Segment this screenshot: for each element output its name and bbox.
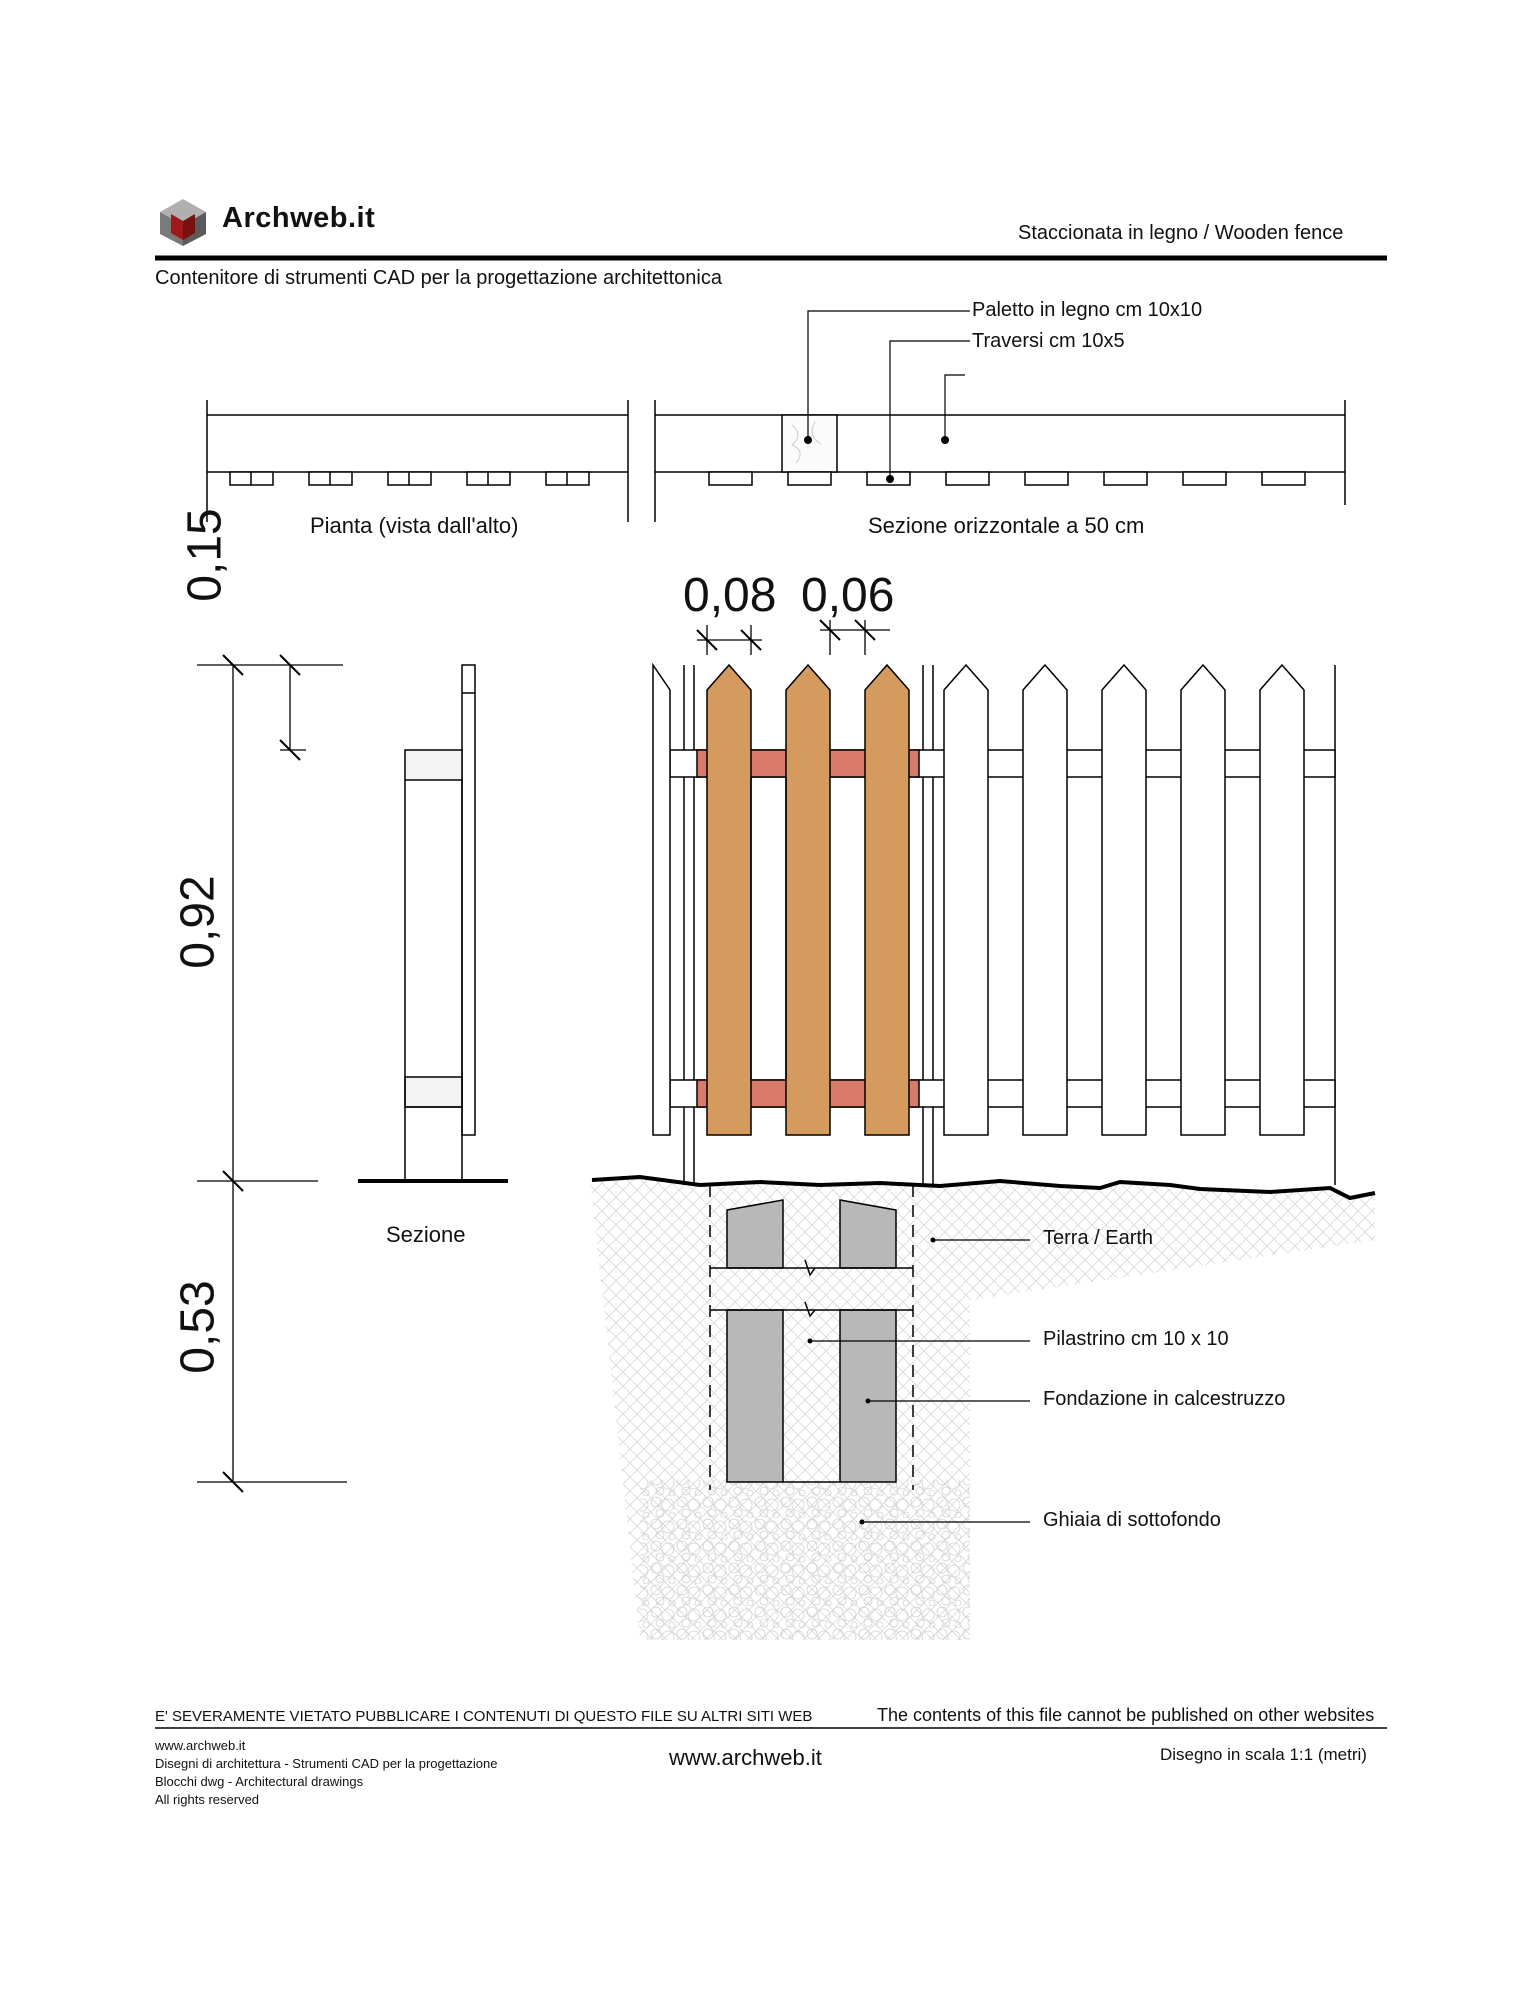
- drawing-title: Staccionata in legno / Wooden fence: [1018, 222, 1344, 244]
- footer-scale: Disegno in scala 1:1 (metri): [1160, 1745, 1367, 1764]
- dim-fence-height: 0,92: [171, 875, 225, 969]
- plan-view: [207, 400, 628, 522]
- plan-label: Pianta (vista dall'alto): [310, 513, 519, 538]
- brand-name: Archweb.it: [222, 202, 376, 234]
- callout-gravel: Ghiaia di sottofondo: [1043, 1509, 1221, 1531]
- picket-dimensions: [697, 620, 890, 655]
- footer-warning-en: The contents of this file cannot be published on other websites: [877, 1705, 1375, 1725]
- horizontal-section-view: [655, 400, 1345, 522]
- archweb-logo: [160, 199, 206, 246]
- footer-line3: Blocchi dwg - Architectural drawings: [155, 1774, 364, 1789]
- footer-warning-it: E' SEVERAMENTE VIETATO PUBBLICARE I CONTENUTI DI QUESTO FILE SU ALTRI SITI WEB: [155, 1708, 813, 1725]
- dim-foundation-depth: 0,53: [171, 1280, 225, 1374]
- dim-picket-width: 0,08: [683, 569, 777, 622]
- fence-elevation: [653, 665, 1335, 1185]
- callout-foundation: Fondazione in calcestruzzo: [1043, 1388, 1286, 1410]
- footer-url[interactable]: www.archweb.it: [669, 1745, 822, 1770]
- dim-top-gap: 0,15: [178, 508, 232, 602]
- footer-line2: Disegni di architettura - Strumenti CAD per la progettazione: [155, 1756, 498, 1771]
- footer-line1: www.archweb.it: [155, 1738, 246, 1753]
- section-h-label: Sezione orizzontale a 50 cm: [868, 513, 1145, 538]
- section-label: Sezione: [386, 1222, 466, 1247]
- callout-pillar: Pilastrino cm 10 x 10: [1043, 1328, 1229, 1350]
- callout-post: Paletto in legno cm 10x10: [972, 299, 1203, 321]
- callout-rails: Traversi cm 10x5: [972, 330, 1125, 352]
- subtitle: Contenitore di strumenti CAD per la progettazione architettonica: [155, 267, 722, 289]
- footer-line4: All rights reserved: [155, 1792, 260, 1807]
- callout-earth: Terra / Earth: [1043, 1227, 1154, 1249]
- dim-picket-gap: 0,06: [801, 569, 895, 622]
- side-section-view: [358, 665, 508, 1181]
